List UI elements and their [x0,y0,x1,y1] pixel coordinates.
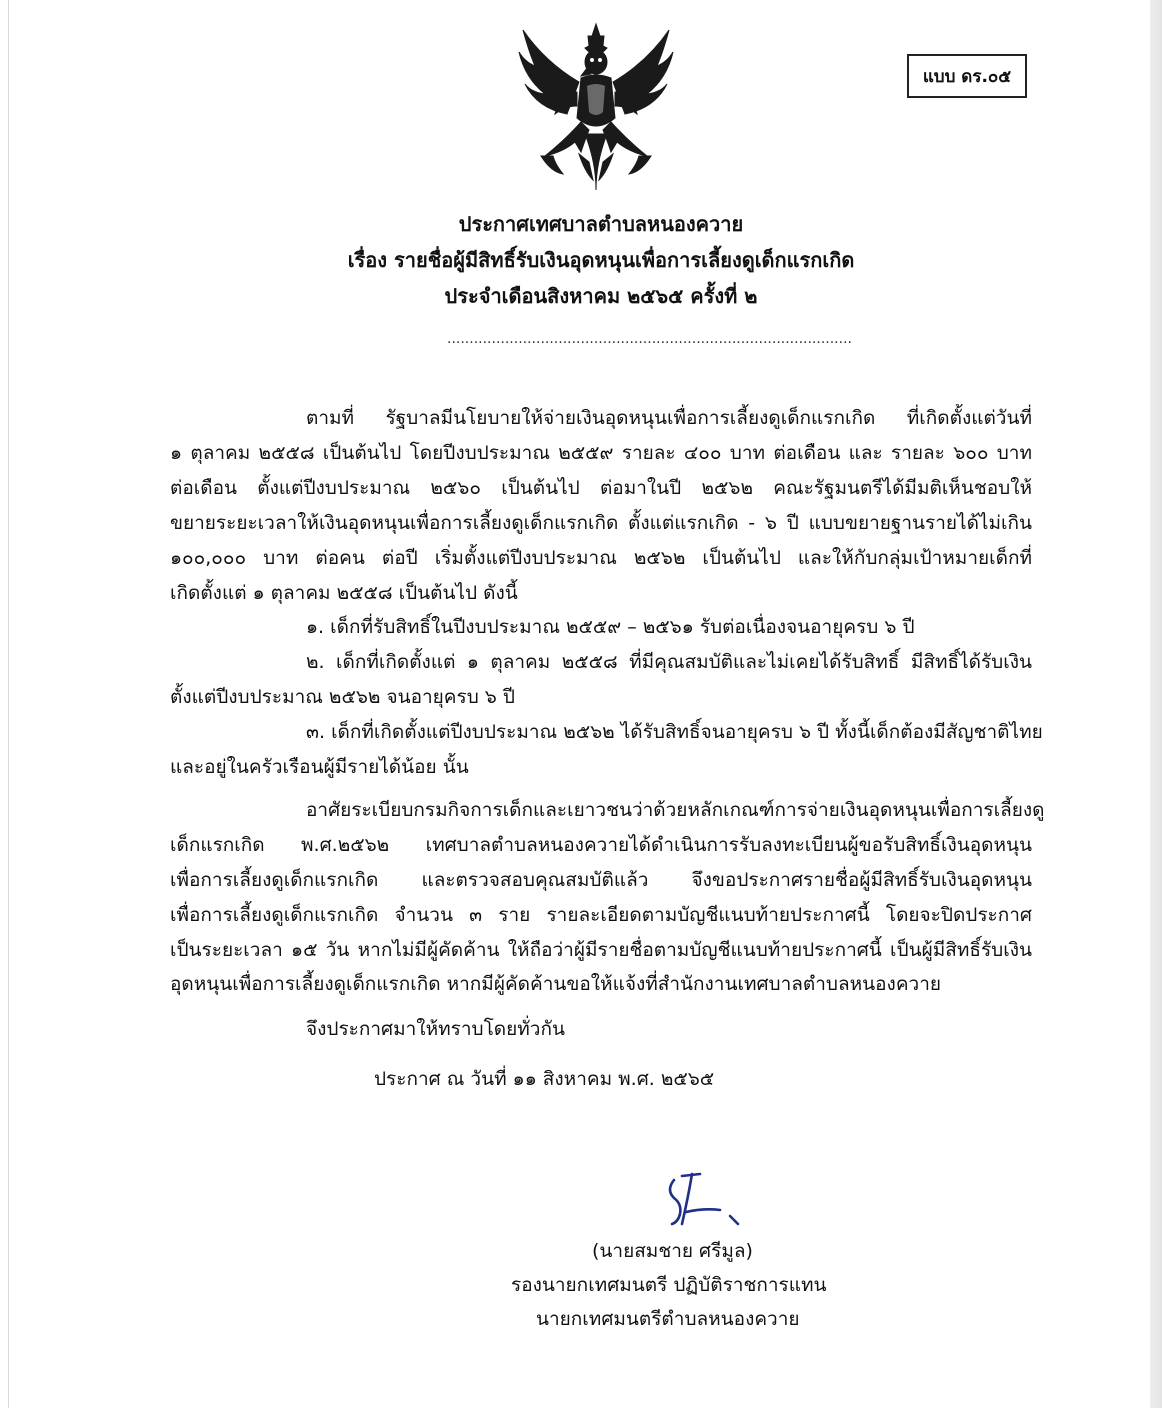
paragraph-1-line-4: ขยายระยะเวลาให้เงินอุดหนุนเพื่อการเลี้ยงดูเด็กแรกเกิด ตั้งแต่แรกเกิด - ๖ ปี แบบขยายฐานรายได้ไม่เกิน [170,512,1032,534]
announcement-title: ประกาศเทศบาลตำบลหนองควาย [458,212,744,236]
paragraph-2-line-6: อุดหนุนเพื่อการเลี้ยงดูเด็กแรกเกิด หากมีผู้คัดค้านขอให้แจ้งที่สำนักงานเทศบาลตำบลหนองควาย [170,973,942,995]
paragraph-1-line-1: ตามที่ รัฐบาลมีนโยบายให้จ่ายเงินอุดหนุนเพื่อการเลี้ยงดูเด็กแรกเกิด ที่เกิดตั้งแต่วันที่ [306,407,1032,429]
list-item-1: ๑. เด็กที่รับสิทธิ์ในปีงบประมาณ ๒๕๕๙ – ๒๕๖๑ รับต่อเนื่องจนอายุครบ ๖ ปี [306,616,915,638]
signatory-name: (นายสมชาย ศรีมูล) [592,1240,753,1262]
list-item-2-line-2: ตั้งแต่ปีงบประมาณ ๒๕๖๒ จนอายุครบ ๖ ปี [170,686,515,708]
list-item-3-line-1: ๓. เด็กที่เกิดตั้งแต่ปีงบประมาณ ๒๕๖๒ ได้รับสิทธิ์จนอายุครบ ๖ ปี ทั้งนี้เด็กต้องมีสัญชาติไทย [306,721,1043,743]
page-shadow [1150,0,1162,1408]
list-item-3-line-2: และอยู่ในครัวเรือนผู้มีรายได้น้อย นั้น [170,756,469,778]
paragraph-2-line-3: เพื่อการเลี้ยงดูเด็กแรกเกิด และตรวจสอบคุณสมบัติแล้ว จึงขอประกาศรายชื่อผู้มีสิทธิ์รับเงินอุดหนุน [170,869,1032,891]
page-edge [8,0,9,1408]
paragraph-2-line-5: เป็นระยะเวลา ๑๕ วัน หากไม่มีผู้คัดค้าน ให้ถือว่าผู้มีรายชื่อตามบัญชีแนบท้ายประกาศนี้ เป็นผู้มีสิทธิ์รับเงิน [170,939,1032,961]
paragraph-1-line-2: ๑ ตุลาคม ๒๕๕๘ เป็นต้นไป โดยปีงบประมาณ ๒๕๕๙ รายละ ๔๐๐ บาท ต่อเดือน และ รายละ ๖๐๐ บาท [170,442,1032,464]
paragraph-2-line-4: เพื่อการเลี้ยงดูเด็กแรกเกิด จำนวน ๓ ราย รายละเอียดตามบัญชีแนบท้ายประกาศนี้ โดยจะปิดประกาศ [170,904,1032,926]
garuda-emblem-icon [515,22,677,194]
signatory-position: รองนายกเทศมนตรี ปฏิบัติราชการแทน [511,1274,827,1296]
title-divider: ........................................................................................... [447,331,852,347]
paragraph-1-line-5: ๑๐๐,๐๐๐ บาท ต่อคน ต่อปี เริ่มตั้งแต่ปีงบประมาณ ๒๕๖๒ เป็นต้นไป และให้กับกลุ่มเป้าหมายเด็กที่ [170,547,1032,569]
announcement-subject: เรื่อง รายชื่อผู้มีสิทธิ์รับเงินอุดหนุนเพื่อการเลี้ยงดูเด็กแรกเกิด [347,248,855,272]
paragraph-2-line-1: อาศัยระเบียบกรมกิจการเด็กและเยาวชนว่าด้วยหลักเกณฑ์การจ่ายเงินอุดหนุนเพื่อการเลี้ยงดู [306,799,1045,821]
form-code-box: แบบ ดร.๐๕ [907,54,1027,98]
signatory-office: นายกเทศมนตรีตำบลหนองควาย [536,1308,800,1330]
paragraph-2-line-2: เด็กแรกเกิด พ.ศ.๒๕๖๒ เทศบาลตำบลหนองควายได้ดำเนินการรับลงทะเบียนผู้ขอรับสิทธิ์เงินอุดหนุน [170,834,1032,856]
announcement-date: ประกาศ ณ วันที่ ๑๑ สิงหาคม พ.ศ. ๒๕๖๕ [374,1068,715,1090]
closing-statement: จึงประกาศมาให้ทราบโดยทั่วกัน [306,1018,565,1040]
list-item-2-line-1: ๒. เด็กที่เกิดตั้งแต่ ๑ ตุลาคม ๒๕๕๘ ที่มีคุณสมบัติและไม่เคยได้รับสิทธิ์ มีสิทธิ์ได้รับเงิน [306,651,1032,673]
announcement-period: ประจำเดือนสิงหาคม ๒๕๖๕ ครั้งที่ ๒ [444,284,758,308]
paragraph-1-line-3: ต่อเดือน ตั้งแต่ปีงบประมาณ ๒๕๖๐ เป็นต้นไป ต่อมาในปี ๒๕๖๒ คณะรัฐมนตรีได้มีมติเห็นชอบให้ [170,477,1032,499]
paragraph-1-line-6: เกิดตั้งแต่ ๑ ตุลาคม ๒๕๕๘ เป็นต้นไป ดังนี้ [170,582,518,604]
handwritten-signature-icon [660,1168,750,1232]
